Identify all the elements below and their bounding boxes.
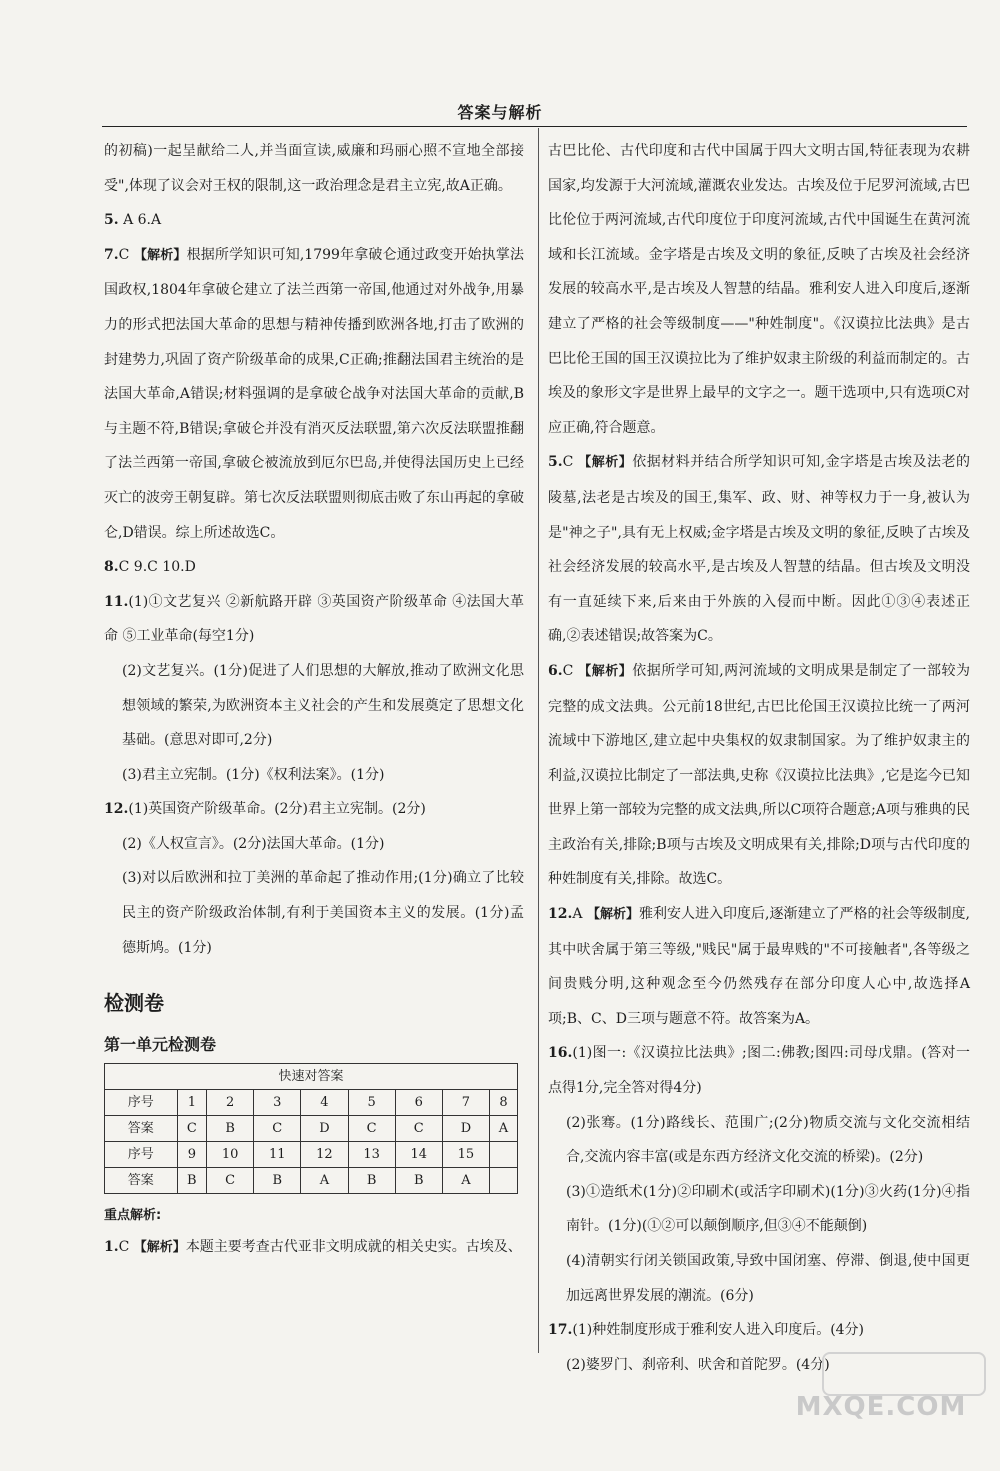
table-cell: C — [348, 1116, 395, 1142]
question-number: 12. — [104, 801, 129, 818]
table-cell: 6 — [395, 1090, 442, 1116]
table-cell: 序号 — [105, 1142, 178, 1168]
answer-12 — [548, 897, 970, 1036]
table-cell: B — [395, 1168, 442, 1194]
question-number: 12. — [548, 906, 573, 923]
table-row — [105, 1090, 518, 1116]
answer-12-part-3: (3)对以后欧洲和拉丁美洲的革命起了推动作用;(1分)确立了比较民主的资产阶级政治体制,有利于美国资本主义的发展。(1分)孟德斯鸠。(1分) — [122, 870, 524, 956]
analysis-tag: 【解析】 — [133, 247, 187, 263]
question-number: 8. — [104, 559, 119, 576]
table-cell: 8 — [489, 1090, 517, 1116]
answer-1 — [104, 1230, 524, 1266]
answer-text: (1)英国资产阶级革命。(2分)君主立宪制。(2分) — [128, 801, 426, 818]
table-cell: 4 — [301, 1090, 348, 1116]
table-caption-row — [105, 1064, 518, 1090]
table-cell: 答案 — [105, 1116, 178, 1142]
table-cell: B — [348, 1168, 395, 1194]
answer-17-part-1 — [548, 1313, 970, 1348]
table-cell: 12 — [301, 1142, 348, 1168]
question-number: 11. — [104, 593, 129, 610]
analysis-tag: 【解析】 — [133, 1240, 186, 1256]
table-cell: C — [395, 1116, 442, 1142]
key-analysis-title: 重点解析: — [104, 1208, 162, 1224]
answer-letter: A — [572, 906, 583, 923]
answer-text: (1)①文艺复兴 ②新航路开辟 ③英国资产阶级革命 ④法国大革命 ⑤工业革命(每空1分) — [104, 593, 524, 645]
answer-text: A 6.A — [123, 212, 162, 229]
answer-12-part-2: (2)《人权宣言》。(2分)法国大革命。(1分) — [122, 835, 385, 852]
table-row — [105, 1142, 518, 1168]
page-header-title: 答案与解析 — [457, 103, 543, 122]
answer-11-part-2: (2)文艺复兴。(1分)促进了人们思想的大解放,推动了欧洲文化思想领域的繁荣,为欧洲资本主义社会的产生和发展奠定了思想文化基础。(意思对即可,2分) — [122, 662, 524, 749]
table-cell: D — [442, 1116, 489, 1142]
table-cell: 15 — [442, 1142, 489, 1168]
analysis-text: 依据材料并结合所学知识可知,金字塔是古埃及法老的陵墓,法老是古埃及的国王,集军、政、财、神等权力于一身,被认为是"神之子",具有无上权威;金字塔是古埃及文明的象征,反映了古埃及社会经济发展的较高水平,是古埃及人智慧的结晶。但古埃及文明没有一直延续下来,后来由于外族的入侵而中断。因此①③④表述正确,②表述错误;故答案为C。 — [548, 454, 970, 645]
answer-11-part-3: (3)君主立宪制。(1分)《权利法案》。(1分) — [122, 766, 385, 783]
header-rule — [102, 126, 967, 127]
table-row — [105, 1116, 518, 1142]
answer-5 — [548, 445, 970, 654]
table-cell: 答案 — [105, 1168, 178, 1194]
table-cell: 14 — [395, 1142, 442, 1168]
table-cell: 5 — [348, 1090, 395, 1116]
right-column — [548, 134, 970, 1382]
table-cell: A — [301, 1168, 348, 1194]
watermark-text: MXQE.COM — [795, 1392, 967, 1422]
question-number: 1. — [104, 1239, 119, 1256]
answer-8-10 — [104, 550, 524, 585]
answer-11-part-1 — [104, 585, 524, 654]
watermark-logo — [822, 1352, 986, 1396]
answer-16-part-3: (3)①造纸术(1分)②印刷术(或活字印刷术)(1分)③火药(1分)④指南针。(1分)(①②可以颠倒顺序,但③④不能颠倒) — [566, 1183, 970, 1235]
question-number: 5. — [548, 454, 563, 471]
answer-12-part-1 — [104, 792, 524, 827]
analysis-text: 根据所学知识可知,1799年拿破仑通过政变开始执掌法国政权,1804年拿破仑建立了法兰西第一帝国,他通过对外战争,用暴力的形式把法国大革命的思想与精神传播到欧洲各地,打击了欧洲的封建势力,巩固了资产阶级革命的成果,C正确;推翻法国君主统治的是法国大革命,A错误;材料强调的是拿破仑战争对法国大革命的贡献,B与主题不符,B错误;拿破仑并没有消灭反法联盟,第六次反法联盟推翻了法兰西第一帝国,拿破仑被流放到厄尔巴岛,并使得法国历史上已经灭亡的波旁王朝复辟。第七次反法联盟则彻底击败了东山再起的拿破仑,D错误。综上所述故选C。 — [104, 246, 524, 541]
question-number: 16. — [548, 1045, 573, 1062]
unit-title: 第一单元检测卷 — [104, 1035, 217, 1055]
answer-16-part-2: (2)张骞。(1分)路线长、范围广;(2分)物质交流与文化交流相结合,交流内容丰富(或是东西方经济文化交流的桥梁)。(2分) — [566, 1114, 970, 1166]
section-title: 检测卷 — [104, 991, 164, 1016]
table-cell: A — [442, 1168, 489, 1194]
table-cell: 9 — [177, 1142, 206, 1168]
answer-letter: C — [562, 454, 574, 471]
table-cell: 2 — [207, 1090, 254, 1116]
table-row — [105, 1168, 518, 1194]
answer-16-part-4: (4)清朝实行闭关锁国政策,导致中国闭塞、停滞、倒退,使中国更加远离世界发展的潮流。(6分) — [566, 1253, 970, 1304]
question-number: 17. — [548, 1322, 573, 1339]
table-cell: 序号 — [105, 1090, 178, 1116]
analysis-tag: 【解析】 — [586, 907, 639, 923]
answer-letter: C — [562, 662, 574, 679]
paragraph-continued: 的初稿)一起呈献给二人,并当面宣读,威廉和玛丽心照不宣地全部接受",体现了议会对王权的限制,这一政治理念是君主立宪,故A正确。 — [104, 143, 524, 194]
column-divider — [538, 128, 539, 1353]
table-cell: B — [177, 1168, 206, 1194]
table-cell: 3 — [254, 1090, 301, 1116]
table-cell — [489, 1168, 517, 1194]
answer-text: (1)图一:《汉谟拉比法典》;图二:佛教;图四:司母戊鼎。(答对一点得1分,完全答对得4分) — [548, 1045, 970, 1097]
answer-16-part-1 — [548, 1036, 970, 1105]
analysis-text: 雅利安人进入印度后,逐渐建立了严格的社会等级制度,其中吠舍属于第三等级,"贱民"属于最卑贱的"不可接触者",各等级之间贵贱分明,这种观念至今仍然残存在部分印度人心中,故选择A项;B、C、D三项与题意不符。故答案为A。 — [548, 906, 970, 1027]
table-cell: B — [254, 1168, 301, 1194]
left-column — [104, 134, 524, 1266]
answer-6 — [548, 654, 970, 897]
analysis-tag: 【解析】 — [578, 455, 633, 471]
answer-17-part-2: (2)婆罗门、刹帝利、吠舍和首陀罗。(4分) — [566, 1356, 830, 1373]
answer-letter: C — [118, 246, 130, 263]
answer-7 — [104, 238, 524, 550]
analysis-tag: 【解析】 — [578, 663, 633, 679]
question-number: 6. — [548, 662, 563, 679]
answer-5-6 — [104, 203, 524, 238]
answer-text: (1)种姓制度形成于雅利安人进入印度后。(4分) — [572, 1322, 865, 1339]
table-cell: 7 — [442, 1090, 489, 1116]
table-cell: 13 — [348, 1142, 395, 1168]
quick-answer-table — [104, 1063, 518, 1194]
table-cell: C — [254, 1116, 301, 1142]
table-cell: 1 — [177, 1090, 206, 1116]
table-cell: B — [207, 1116, 254, 1142]
table-cell: 10 — [207, 1142, 254, 1168]
table-cell: A — [489, 1116, 517, 1142]
analysis-text: 依据所学可知,两河流域的文明成果是制定了一部较为完整的成文法典。公元前18世纪,古巴比伦国王汉谟拉比统一了两河流域中下游地区,建立起中央集权的奴隶制国家。为了维护奴隶主的利益,汉谟拉比制定了一部法典,史称《汉谟拉比法典》,它是迄今已知世界上第一部较为完整的成文法典,所以C项符合题意;A项与雅典的民主政治有关,排除;B项与古埃及文明成果有关,排除;D项与古代印度的种姓制度有关,排除。故选C。 — [548, 662, 970, 888]
answer-text: C 9.C 10.D — [118, 559, 196, 576]
answer-letter: C — [118, 1239, 130, 1256]
table-cell: C — [207, 1168, 254, 1194]
table-cell: 11 — [254, 1142, 301, 1168]
table-cell — [489, 1142, 517, 1168]
paragraph-continued: 古巴比伦、古代印度和古代中国属于四大文明古国,特征表现为农耕国家,均发源于大河流域,灌溉农业发达。古埃及位于尼罗河流域,古巴比伦位于两河流域,古代印度位于印度河流域,古代中国诞生在黄河流域和长江流域。金字塔是古埃及文明的象征,反映了古埃及社会经济发展的较高水平,是古埃及人智慧的结晶。雅利安人进入印度后,逐渐建立了严格的社会等级制度——"种姓制度"。《汉谟拉比法典》是古巴比伦王国的国王汉谟拉比为了维护奴隶主阶级的利益而制定的。古埃及的象形文字是世界上最早的文字之一。题干选项中,只有选项C对应正确,符合题意。 — [548, 143, 970, 436]
table-cell: D — [301, 1116, 348, 1142]
question-number: 7. — [104, 246, 119, 263]
table-caption: 快速对答案 — [105, 1064, 518, 1090]
question-number: 5. — [104, 212, 119, 229]
analysis-text: 本题主要考查古代亚非文明成就的相关史实。古埃及、 — [185, 1239, 522, 1256]
table-cell: C — [177, 1116, 206, 1142]
